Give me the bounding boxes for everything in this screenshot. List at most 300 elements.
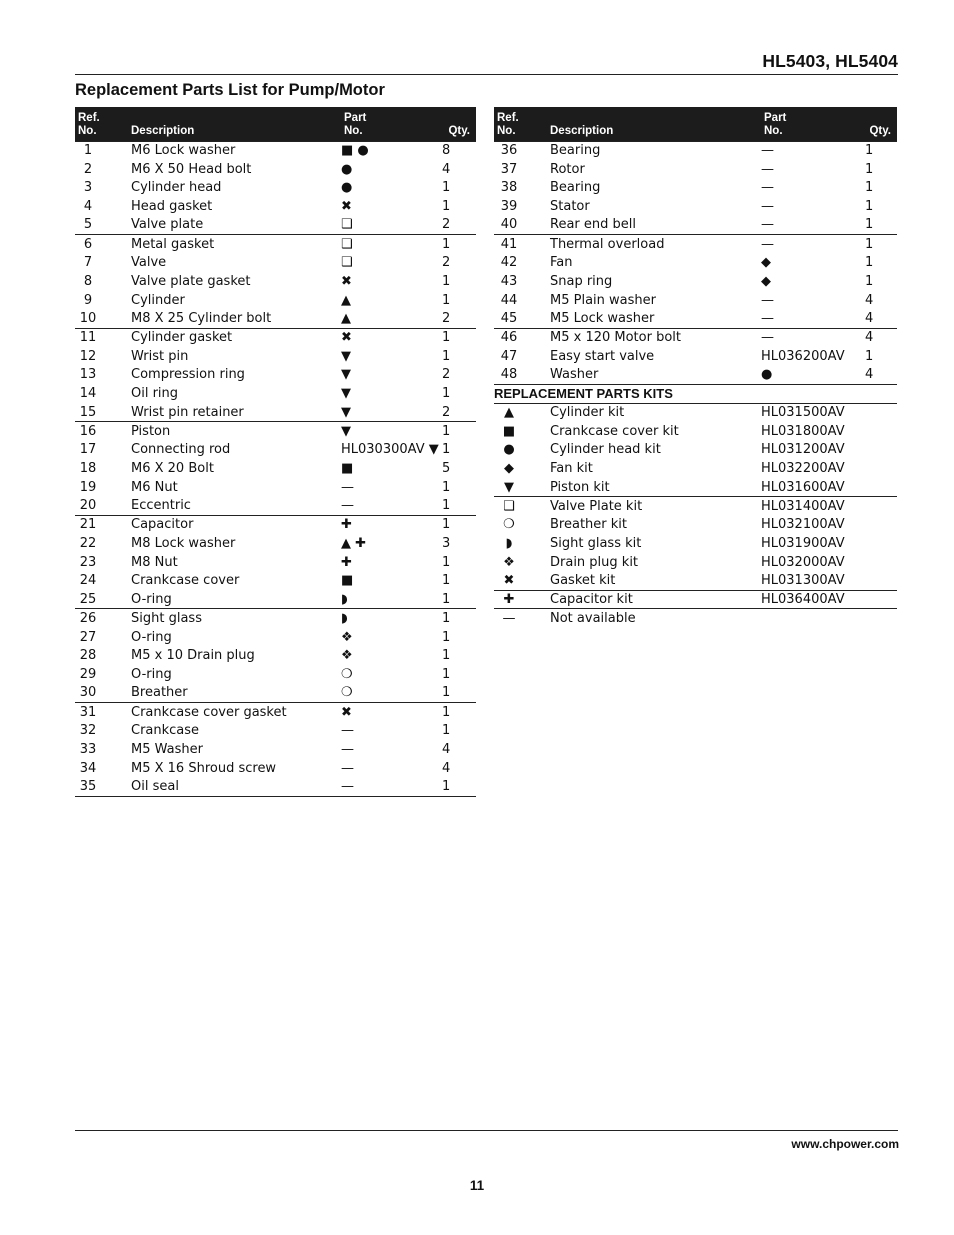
part-row	[494, 291, 897, 310]
kit-part-number: HL031200AV	[761, 442, 845, 458]
part-row	[494, 216, 897, 235]
kit-description: Not available	[550, 611, 636, 627]
part-quantity: 4	[442, 760, 451, 776]
part-description: Cylinder gasket	[101, 328, 341, 347]
kit-symbol: —	[502, 611, 516, 627]
part-description: Cylinder	[131, 292, 185, 308]
ref-number: 23	[79, 554, 97, 570]
part-number: ◆	[761, 255, 771, 271]
ref-number: 25	[79, 591, 97, 607]
part-row	[494, 235, 897, 254]
part-quantity: 1	[442, 235, 476, 254]
kit-symbol: ❖	[503, 554, 515, 570]
ref-number: 9	[83, 292, 93, 308]
ref-number: 38	[500, 180, 518, 196]
part-description: Bearing	[524, 141, 761, 160]
ref-number: 15	[79, 404, 97, 420]
kit-row	[494, 478, 897, 497]
part-row	[75, 272, 476, 291]
part-row	[494, 347, 897, 366]
parts-table-left	[75, 107, 476, 797]
part-number: ■	[341, 573, 354, 589]
part-quantity: 1	[865, 141, 897, 160]
part-quantity: 8	[442, 141, 476, 160]
kit-part-number: HL031300AV	[761, 573, 845, 589]
part-row	[75, 309, 476, 328]
ref-number: 16	[75, 422, 101, 441]
part-quantity: 1	[442, 648, 451, 664]
kit-symbol: ◗	[505, 535, 513, 551]
part-quantity: 1	[442, 573, 451, 589]
part-row	[75, 609, 476, 628]
part-row	[75, 646, 476, 665]
kit-description: Fan kit	[550, 461, 593, 477]
kit-part-number: HL031800AV	[761, 423, 845, 439]
part-quantity: 1	[442, 498, 451, 514]
kit-description: Capacitor kit	[524, 590, 761, 609]
part-description: O-ring	[131, 666, 172, 682]
ref-number: 40	[500, 217, 518, 233]
part-row	[75, 178, 476, 197]
col-part-no: Part No.	[341, 107, 442, 141]
kit-description: Drain plug kit	[550, 554, 639, 570]
kit-description: Valve Plate kit	[524, 497, 761, 516]
part-number: ▲	[341, 292, 351, 308]
ref-number: 7	[83, 255, 93, 271]
ref-number: 46	[494, 328, 524, 347]
part-quantity: 1	[442, 422, 476, 441]
part-description: Easy start valve	[550, 348, 655, 364]
part-row	[75, 366, 476, 385]
ref-number: 18	[79, 461, 97, 477]
ref-number: 44	[500, 292, 518, 308]
part-number: —	[341, 760, 354, 776]
ref-number: 27	[79, 629, 97, 645]
part-description: Thermal overload	[524, 235, 761, 254]
ref-number: 29	[79, 666, 97, 682]
kit-part-number: HL032000AV	[761, 554, 845, 570]
part-description: M5 x 120 Motor bolt	[524, 328, 761, 347]
ref-number: 39	[500, 199, 518, 215]
part-number: —	[761, 217, 774, 233]
part-row	[494, 178, 897, 197]
col-ref: Ref. No.	[75, 107, 101, 141]
kit-row	[494, 590, 897, 609]
kit-part-number	[761, 609, 897, 628]
kit-row	[494, 609, 897, 628]
part-row	[494, 328, 897, 347]
ref-number: 43	[500, 273, 518, 289]
kit-symbol: ❑	[494, 497, 524, 516]
kit-symbol: ▼	[504, 479, 514, 495]
part-description: M8 Nut	[131, 554, 178, 570]
ref-number: 33	[79, 741, 97, 757]
part-number: —	[341, 723, 354, 739]
parts-table-right	[494, 107, 897, 628]
part-row	[494, 253, 897, 272]
kit-description: Piston kit	[550, 479, 610, 495]
kit-symbol: ✚	[494, 590, 524, 609]
kit-description: Gasket kit	[550, 573, 616, 589]
kit-symbol: ▲	[494, 403, 524, 422]
part-row	[75, 497, 476, 516]
kit-part-number: HL032200AV	[761, 461, 845, 477]
part-number: ▲ ✚	[341, 535, 367, 551]
ref-number: 11	[75, 328, 101, 347]
part-quantity: 1	[442, 666, 451, 682]
ref-number: 12	[79, 348, 97, 364]
part-description: Wrist pin retainer	[131, 404, 244, 420]
part-description: Cylinder head	[131, 180, 222, 196]
part-number: ●	[341, 161, 353, 177]
kit-description: Crankcase cover kit	[550, 423, 679, 439]
ref-number: 34	[79, 760, 97, 776]
part-description: Valve plate	[131, 217, 204, 233]
ref-number: 2	[83, 161, 93, 177]
part-description: M6 X 50 Head bolt	[131, 161, 252, 177]
part-description: M6 Lock washer	[101, 141, 341, 160]
part-row	[75, 740, 476, 759]
kit-symbol: ✖	[503, 573, 515, 589]
part-number: ❑	[341, 217, 353, 233]
part-number: —	[341, 479, 354, 495]
part-description: M5 x 10 Drain plug	[131, 648, 255, 664]
part-description: M8 X 25 Cylinder bolt	[131, 311, 272, 327]
part-number: ▼	[341, 404, 351, 420]
ref-number: 24	[79, 573, 97, 589]
part-quantity: 1	[865, 180, 874, 196]
ref-number: 41	[494, 235, 524, 254]
part-quantity: 4	[865, 328, 897, 347]
col-description: Description	[524, 107, 761, 141]
part-quantity: 4	[442, 741, 451, 757]
part-description: M5 X 16 Shroud screw	[131, 760, 277, 776]
ref-number: 3	[83, 180, 93, 196]
ref-number: 5	[83, 217, 93, 233]
part-description: M5 Washer	[131, 741, 203, 757]
part-description: Fan	[550, 255, 573, 271]
part-number: ❖	[341, 629, 353, 645]
part-number: —	[761, 292, 774, 308]
kit-part-number: HL031900AV	[761, 535, 845, 551]
part-description: Washer	[524, 366, 761, 385]
part-number: ✚	[341, 515, 442, 534]
part-quantity: 1	[442, 479, 451, 495]
part-quantity: 1	[442, 629, 451, 645]
part-row	[494, 309, 897, 328]
ref-number: 4	[83, 199, 93, 215]
part-row	[75, 553, 476, 572]
part-quantity: 4	[442, 161, 451, 177]
ref-number: 22	[79, 535, 97, 551]
part-description: M8 Lock washer	[131, 535, 236, 551]
part-row	[494, 160, 897, 179]
part-quantity: 1	[442, 515, 476, 534]
ref-number: 31	[75, 703, 101, 722]
part-number: HL036200AV	[761, 348, 845, 364]
part-number: ●	[761, 366, 865, 385]
kit-part-number: HL036400AV	[761, 590, 897, 609]
part-description: Valve plate gasket	[131, 273, 251, 289]
ref-number: 8	[83, 273, 93, 289]
part-row	[75, 478, 476, 497]
ref-number: 26	[75, 609, 101, 628]
ref-number: 20	[79, 498, 97, 514]
part-number: ■	[341, 461, 354, 477]
part-quantity: 1	[442, 273, 451, 289]
kit-description: Sight glass kit	[550, 535, 642, 551]
part-number: ✖	[341, 703, 442, 722]
kit-row	[494, 572, 897, 591]
kit-row	[494, 422, 897, 441]
ref-number: 32	[79, 723, 97, 739]
kits-heading-row	[494, 384, 897, 403]
part-description: Breather	[131, 685, 188, 701]
part-row	[494, 366, 897, 385]
part-number: —	[341, 741, 354, 757]
part-description: M6 X 20 Bolt	[131, 461, 214, 477]
part-quantity: 1	[865, 348, 874, 364]
part-description: Rotor	[550, 161, 585, 177]
part-quantity: 2	[442, 217, 451, 233]
part-description: O-ring	[131, 591, 172, 607]
ref-number: 10	[79, 311, 97, 327]
part-number: ■ ●	[341, 141, 442, 160]
ref-number: 36	[494, 141, 524, 160]
part-quantity: 1	[442, 591, 451, 607]
part-row	[75, 160, 476, 179]
kit-symbol: ❍	[503, 517, 515, 533]
model-title: HL5403, HL5404	[762, 51, 898, 71]
col-part-no: Part No.	[761, 107, 865, 141]
part-quantity: 1	[442, 348, 451, 364]
kit-row	[494, 534, 897, 553]
part-number: —	[761, 141, 865, 160]
part-description: Connecting rod	[131, 442, 231, 458]
part-quantity: 1	[442, 609, 476, 628]
part-description: Snap ring	[550, 273, 613, 289]
ref-number: 14	[79, 386, 97, 402]
part-number: ●	[341, 180, 353, 196]
part-number: —	[761, 235, 865, 254]
kit-part-number: HL031500AV	[761, 403, 897, 422]
part-description: Bearing	[550, 180, 601, 196]
ref-number: 42	[500, 255, 518, 271]
part-quantity: 1	[442, 685, 451, 701]
part-quantity: 1	[442, 723, 451, 739]
part-number: ✖	[341, 273, 352, 289]
part-quantity: 1	[442, 703, 476, 722]
kit-description: Cylinder kit	[524, 403, 761, 422]
ref-number: 30	[79, 685, 97, 701]
part-number: —	[761, 180, 774, 196]
part-description: M5 Lock washer	[550, 311, 655, 327]
part-row	[75, 403, 476, 422]
part-number: ✖	[341, 328, 442, 347]
ref-number: 6	[75, 235, 101, 254]
part-row	[75, 628, 476, 647]
ref-number: 13	[79, 367, 97, 383]
part-number: ▼	[341, 422, 442, 441]
kit-description: Breather kit	[550, 517, 627, 533]
part-row	[75, 347, 476, 366]
part-number: ▼	[341, 367, 351, 383]
part-number: ❑	[341, 255, 353, 271]
table-header-row	[494, 107, 897, 141]
kit-part-number: HL031600AV	[761, 479, 845, 495]
ref-number: 48	[494, 366, 524, 385]
part-row	[75, 665, 476, 684]
kit-row	[494, 553, 897, 572]
kit-row	[494, 441, 897, 460]
part-description: Stator	[550, 199, 590, 215]
part-quantity: 5	[442, 461, 451, 477]
part-row	[75, 534, 476, 553]
ref-number: 17	[79, 442, 97, 458]
part-row	[75, 590, 476, 609]
part-number: ▼	[341, 348, 351, 364]
col-qty: Qty.	[442, 107, 476, 141]
part-quantity: 2	[442, 367, 451, 383]
part-number: ▲	[341, 311, 351, 327]
part-row	[75, 197, 476, 216]
part-number: —	[341, 777, 442, 796]
ref-number: 37	[500, 161, 518, 177]
part-row	[75, 291, 476, 310]
part-quantity: 1	[442, 442, 451, 458]
part-description: Oil ring	[131, 386, 179, 402]
kits-heading: REPLACEMENT PARTS KITS	[494, 384, 897, 403]
part-quantity: 2	[442, 404, 451, 420]
part-row	[494, 141, 897, 160]
col-qty: Qty.	[865, 107, 897, 141]
part-row	[75, 235, 476, 254]
part-number: ✖	[341, 199, 352, 215]
part-row	[75, 441, 476, 460]
section-title: Replacement Parts List for Pump/Motor	[75, 81, 385, 99]
part-row	[75, 572, 476, 591]
part-number: ✚	[341, 554, 352, 570]
part-row	[75, 384, 476, 403]
kit-row	[494, 497, 897, 516]
kit-description: Cylinder head kit	[550, 442, 661, 458]
col-description: Description	[101, 107, 341, 141]
page-number: 11	[469, 1178, 485, 1193]
part-quantity: 1	[865, 255, 874, 271]
part-row	[75, 684, 476, 703]
part-row	[494, 197, 897, 216]
col-ref: Ref. No.	[494, 107, 524, 141]
part-number: —	[761, 328, 865, 347]
part-quantity: 1	[442, 554, 451, 570]
part-description: Valve	[131, 255, 167, 271]
part-description: Piston	[101, 422, 341, 441]
part-number: —	[341, 498, 354, 514]
part-quantity: 4	[865, 292, 874, 308]
website-link[interactable]: www.chpower.com	[791, 1137, 899, 1151]
part-row	[75, 328, 476, 347]
part-number: ◗	[341, 591, 348, 607]
part-description: Oil seal	[101, 777, 341, 796]
part-row	[75, 459, 476, 478]
ref-number: 47	[500, 348, 518, 364]
part-quantity: 1	[865, 199, 874, 215]
ref-number: 28	[79, 648, 97, 664]
kit-row	[494, 515, 897, 534]
part-row	[75, 777, 476, 796]
part-quantity: 4	[865, 311, 874, 327]
kit-symbol: ◆	[504, 461, 514, 477]
kit-part-number: HL031400AV	[761, 497, 897, 516]
part-number: HL030300AV ▼	[341, 442, 439, 458]
part-description: M6 Nut	[131, 479, 178, 495]
ref-number: 45	[500, 311, 518, 327]
part-quantity: 1	[865, 273, 874, 289]
part-number: ❑	[341, 235, 442, 254]
part-quantity: 1	[442, 292, 451, 308]
part-number: ▼	[341, 386, 351, 402]
part-number: —	[761, 161, 774, 177]
kit-symbol: ●	[503, 442, 515, 458]
part-row	[75, 422, 476, 441]
table-header-row	[75, 107, 476, 141]
ref-number: 21	[75, 515, 101, 534]
footer-rule	[75, 1130, 898, 1131]
part-number: —	[761, 199, 774, 215]
part-number: —	[761, 311, 774, 327]
part-number: ❍	[341, 685, 353, 701]
part-description: Head gasket	[131, 199, 213, 215]
kit-row	[494, 459, 897, 478]
part-quantity: 1	[865, 235, 897, 254]
ref-number: 35	[75, 777, 101, 796]
part-description: Crankcase	[131, 723, 200, 739]
part-description: Crankcase cover gasket	[101, 703, 341, 722]
part-row	[75, 759, 476, 778]
part-description: Eccentric	[131, 498, 191, 514]
part-quantity: 4	[865, 366, 897, 385]
part-number: ❖	[341, 648, 353, 664]
header-rule	[75, 74, 898, 75]
ref-number: 1	[75, 141, 101, 160]
part-row	[75, 703, 476, 722]
part-quantity: 2	[442, 255, 451, 271]
part-row	[75, 515, 476, 534]
part-number: ❍	[341, 666, 353, 682]
part-row	[75, 721, 476, 740]
part-description: Wrist pin	[131, 348, 189, 364]
part-quantity: 1	[442, 386, 451, 402]
kit-part-number: HL032100AV	[761, 517, 845, 533]
part-quantity: 3	[442, 535, 451, 551]
part-description: M5 Plain washer	[550, 292, 656, 308]
part-row	[494, 272, 897, 291]
part-number: ◆	[761, 273, 771, 289]
part-quantity: 1	[442, 180, 451, 196]
part-description: Metal gasket	[101, 235, 341, 254]
part-description: Rear end bell	[550, 217, 636, 233]
part-row	[75, 141, 476, 160]
part-quantity: 1	[442, 328, 476, 347]
part-description: Compression ring	[131, 367, 245, 383]
part-row	[75, 253, 476, 272]
part-row	[75, 216, 476, 235]
part-quantity: 1	[865, 161, 874, 177]
part-quantity: 2	[442, 311, 451, 327]
part-description: Capacitor	[101, 515, 341, 534]
ref-number: 19	[79, 479, 97, 495]
part-quantity: 1	[442, 777, 476, 796]
